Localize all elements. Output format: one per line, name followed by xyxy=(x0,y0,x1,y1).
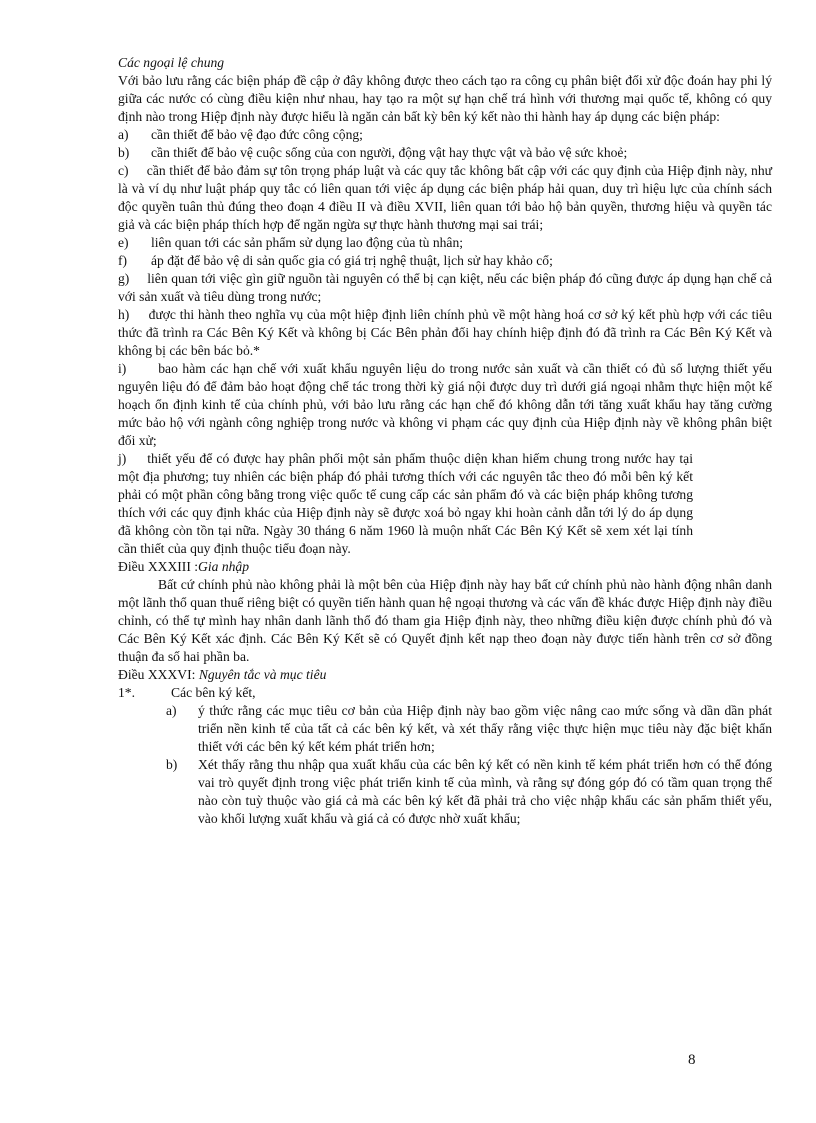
sublist-item-label: a) xyxy=(166,703,177,718)
list-item-text: được thi hành theo nghĩa vụ của một hiệp định liên chính phủ về một hàng hoá cơ sở ký kết phù hợp với các tiêu thức đã trình ra Các Bên Ký Kết và không bị Các Bên phản đối hay chính hiệp định đó đã trình ra Các Bên Ký Kết và không bị các bên bác bỏ.* xyxy=(118,307,772,358)
sublist-item-label: b) xyxy=(166,757,178,772)
page-number: 8 xyxy=(688,1052,696,1068)
list-item-b xyxy=(118,144,772,162)
list-item-label: j) xyxy=(118,451,127,466)
list-item-label: h) xyxy=(118,307,130,322)
point-text: Các bên ký kết, xyxy=(171,685,256,700)
sublist-item-b xyxy=(166,756,772,828)
sublist-item-a xyxy=(166,702,772,756)
list-item-label: b) xyxy=(118,145,130,160)
list-item-label: g) xyxy=(118,271,130,286)
list-item-label: c) xyxy=(118,163,129,178)
list-item-g xyxy=(118,270,772,306)
article-33-prefix: Điều XXXIII : xyxy=(118,559,199,574)
section-heading: Các ngoại lệ chung xyxy=(118,55,225,70)
sublist-item-text: Xét thấy rằng thu nhập qua xuất khẩu của các bên ký kết có nền kinh tế kém phát triển hơn có thể đóng vai trò quyết định trong việc phát triển kinh tế của mình, và rằng sự đóng góp đó có tầm quan trọng thế nào còn tuỳ thuộc vào giá cả mà các bên ký kết đã phải trả cho việc nhập khẩu các sản phẩm thiết yếu, vào khối lượng xuất khẩu và giá cả có được nhờ xuất khẩu; xyxy=(198,757,772,826)
list-item-j xyxy=(118,450,693,558)
list-item-a xyxy=(118,126,772,144)
list-item-label: e) xyxy=(118,235,129,250)
list-item-text: liên quan tới việc gìn giữ nguồn tài nguyên có thể bị cạn kiệt, nếu các biện pháp đó cũng được áp dụng hạn chế cả với sản xuất và tiêu dùng trong nước; xyxy=(118,271,773,304)
list-item-label: i) xyxy=(118,361,127,376)
list-item-c xyxy=(118,162,772,234)
page-content xyxy=(118,54,772,828)
list-item-text: thiết yếu để có được hay phân phối một sản phẩm thuộc diện khan hiếm chung trong nước hay tại một địa phương; tuy nhiên các biện pháp đó phải tương thích với các nguyên tắc theo đó mỗi bên ký kết phải có một phần công bằng trong việc quốc tế cung cấp các sản phẩm đó và các biện pháp không tương thích với các quy định khác của Hiệp định này sẽ được xoá bỏ ngay khi hoàn cảnh dẫn tới lý do áp dụng đã không còn tồn tại nữa. Ngày 30 tháng 6 năm 1960 là muộn nhất Các Bên Ký Kết sẽ xem xét lại tính cần thiết của quy định thuộc tiểu đoạn này. xyxy=(118,451,693,556)
article-36-prefix: Điều XXXVI: xyxy=(118,667,196,682)
list-item-text: cần thiết để bảo vệ cuộc sống của con người, động vật hay thực vật và bảo vệ sức khoẻ; xyxy=(151,145,628,160)
article-33-body: Bất cứ chính phủ nào không phải là một bên của Hiệp định này hay bất cứ chính phủ nào hành động nhân danh một lãnh thổ quan thuế riêng biệt có quyền tiến hành quan hệ ngoại thương và các vấn đề khác được Hiệp định này điều chỉnh, có thể tự mình hay nhân danh lãnh thổ đó tham gia Hiệp định này, theo những điều kiện được chính phủ đó và Các Bên Ký Kết xác định. Các Bên Ký Kết sẽ có Quyết định kết nạp theo đoạn này được tiến hành trên cơ sở đồng thuận đa số hai phần ba. xyxy=(118,577,772,664)
article-36-title: Nguyên tắc và mục tiêu xyxy=(198,667,327,682)
list-item-text: áp đặt để bảo vệ di sản quốc gia có giá trị nghệ thuật, lịch sử hay khảo cổ; xyxy=(151,253,553,268)
sublist-item-text: ý thức rằng các mục tiêu cơ bản của Hiệp định này bao gồm việc nâng cao mức sống và dần dần phát triển nền kinh tế của tất cả các bên ký kết, và xét thấy rằng việc thực hiện mục tiêu này đặc biệt khẩn thiết với các bên ký kết kém phát triển hơn; xyxy=(198,703,772,754)
list-item-text: cần thiết để bảo vệ đạo đức công cộng; xyxy=(151,127,363,142)
list-item-e xyxy=(118,234,772,252)
article-36-heading xyxy=(118,666,772,684)
article-33-title: Gia nhập xyxy=(198,559,250,574)
list-item-text: cần thiết để bảo đảm sự tôn trọng pháp luật và các quy tắc không bất cập với các quy định của Hiệp định này, như là và ví dụ như luật pháp quy tắc có liên quan tới việc áp dụng các biện pháp hải quan, duy trì hiệu lực của chính sách độc quyền tuân thủ đúng theo đoạn 4 điều II và điều XVII, liên quan tới bảo hộ bản quyền, thương hiệu và quyền tác giả và các biện pháp thích hợp để ngăn ngừa sự thực hành thương mại sai trái; xyxy=(118,163,772,232)
intro-paragraph: Với bảo lưu rằng các biện pháp đề cập ở đây không được theo cách tạo ra công cụ phân biệt đối xử độc đoán hay phi lý giữa các nước có cùng điều kiện như nhau, hay tạo ra một sự hạn chế trá hình với thương mại quốc tế, không có quy định nào trong Hiệp định này được hiểu là ngăn cản bất kỳ bên ký kết nào thi hành hay áp dụng các biện pháp: xyxy=(118,73,772,124)
list-item-i xyxy=(118,360,772,450)
list-item-label: a) xyxy=(118,127,129,142)
list-item-label: f) xyxy=(118,253,128,268)
list-item-f xyxy=(118,252,772,270)
list-item-h xyxy=(118,306,772,360)
list-item-text: liên quan tới các sản phẩm sử dụng lao động của tù nhân; xyxy=(151,235,464,250)
article-36-sublist xyxy=(166,702,772,828)
article-36-point-1 xyxy=(118,684,772,702)
article-33-heading xyxy=(118,558,772,576)
point-label: 1*. xyxy=(118,685,135,700)
list-item-text: bao hàm các hạn chế với xuất khẩu nguyên liệu do trong nước sản xuất và cần thiết có đủ số lượng thiết yếu nguyên liệu đó để đảm bảo hoạt động chế tác trong thời kỳ giá nội được duy trì dưới giá ngoại nhằm thực hiện một kế hoạch ổn định kinh tế của chính phủ, với bảo lưu rằng các hạn chế đó không dẫn tới tăng xuất khẩu hay tăng cường mức bảo hộ với ngành công nghiệp trong nước và không vi phạm các quy định của Hiệp định này về không phân biệt đối xử; xyxy=(118,361,772,448)
